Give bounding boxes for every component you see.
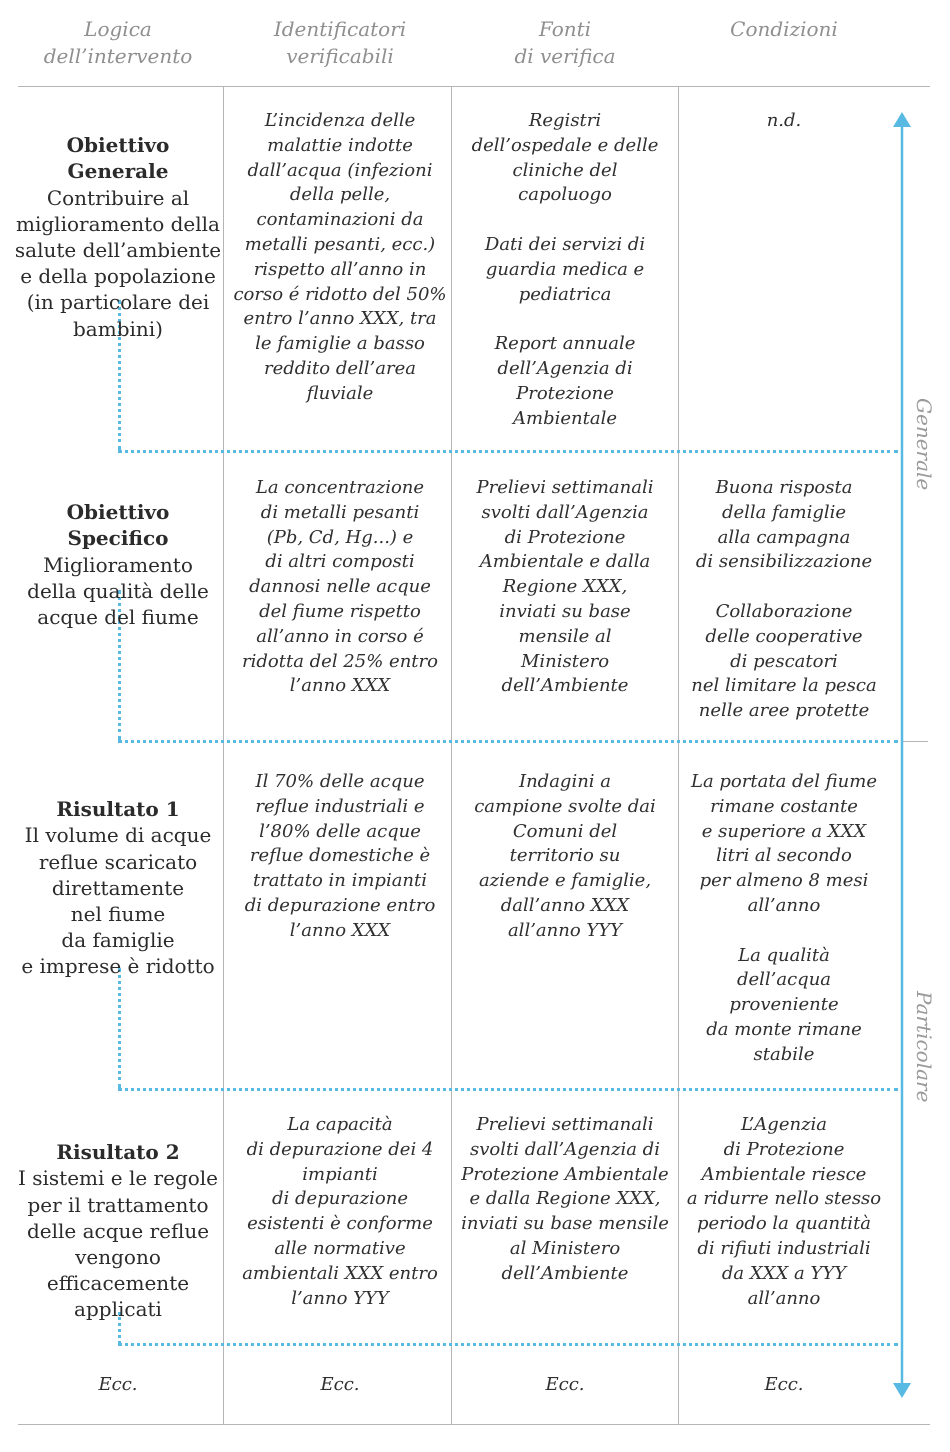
ecc-text: Ecc. (545, 1374, 585, 1395)
side-label-particolare: Particolare (912, 991, 936, 1103)
indicators-cell: L’incidenza delle malattie indotte dall’acqua (infezioni della pelle, contaminazioni da metalli pesanti, ecc.) rispetto all’anno in corso é ridotto del 50% entro l’anno XXX, tra le famiglie a basso reddito dell’area fluviale (233, 110, 447, 404)
header-rule (18, 86, 930, 87)
conditions-cell: L’Agenzia di Protezione Ambientale riesce a ridurre nello stesso periodo la quantità di rifiuti industriali da XXX a YYY all’anno (686, 1114, 882, 1309)
logic-cell (14, 473, 222, 630)
ecc-text: Ecc. (98, 1374, 138, 1395)
logic-cell (14, 106, 222, 342)
row-title: Obiettivo Specifico (66, 500, 170, 551)
row-title: Risultato 2 (56, 1140, 180, 1165)
sources-cell: Prelievi settimanali svolti dall’Agenzia di Protezione Ambientale e dalla Regione XXX, inviati su base mensile al Ministero dell’Ambiente (461, 1114, 669, 1284)
row-description: I sistemi e le regole per il trattamento delle acque reflue vengono efficacemente applicati (17, 1166, 219, 1322)
sources-cell: Registri dell’ospedale e delle cliniche del capoluogo Dati dei servizi di guardia medica e pediatrica Report annuale dell’Agenzia di Protezione Ambientale (471, 110, 659, 429)
row-separator-dotted (118, 740, 898, 743)
conditions-cell: La portata del fiume rimane costante e superiore a XXX litri al secondo per almeno 8 mesi all’anno La qualità dell’acqua proveniente da monte rimane stabile (691, 771, 877, 1065)
ecc-text: Ecc. (764, 1374, 804, 1395)
ecc-text: Ecc. (320, 1374, 360, 1395)
column-divider (451, 86, 452, 1424)
bottom-rule (18, 1424, 930, 1425)
row-description: Il volume di acque reflue scaricato direttamente nel fiume da famiglie e imprese è ridotto (21, 823, 215, 979)
sources-cell: Indagini a campione svolte dai Comuni del territorio su aziende e famiglie, dall’anno XXX all’anno YYY (474, 771, 656, 941)
indicators-cell: Il 70% delle acque reflue industriali e l’80% delle acque reflue domestiche è trattato in impianti di depurazione entro l’anno XXX (244, 771, 436, 941)
logic-cell (14, 770, 222, 980)
indicators-cell: La capacità di depurazione dei 4 impianti di depurazione esistenti è conforme alle normative ambientali XXX entro l’anno YYY (242, 1114, 438, 1309)
row-description: Miglioramento della qualità delle acque del fiume (27, 552, 209, 630)
header-sources: Fonti di verifica (514, 17, 616, 68)
conditions-cell: n.d. (766, 110, 802, 131)
conditions-cell: Buona risposta della famiglie alla campagna di sensibilizzazione Collaborazione delle cooperative di pescatori nel limitare la pesca nelle aree protette (691, 477, 877, 722)
row-separator-dotted (118, 1088, 898, 1091)
header-conditions: Condizioni (730, 17, 838, 41)
dotted-connector (118, 968, 121, 1088)
row-title: Obiettivo Generale (66, 133, 170, 184)
column-divider (223, 86, 224, 1424)
row-separator-dotted (118, 450, 898, 453)
side-label-generale: Generale (912, 398, 936, 491)
indicators-cell: La concentrazione di metalli pesanti (Pb, Cd, Hg...) e di altri composti dannosi nelle acque del fiume rispetto all’anno in corso é ridotta del 25% entro l’anno XXX (242, 477, 438, 697)
row-separator-dotted (118, 1343, 898, 1346)
sources-cell: Prelievi settimanali svolti dall’Agenzia di Protezione Ambientale e dalla Regione XXX, inviati su base mensile al Ministero dell’Ambiente (476, 477, 654, 697)
header-indicators: Identificatori verificabili (273, 17, 407, 68)
row-description: Contribuire al miglioramento della salute dell’ambiente e della popolazione (in particolare dei bambini) (14, 185, 222, 341)
header-logic: Logica dell’intervento (43, 17, 193, 68)
row-title: Risultato 1 (56, 797, 180, 822)
double-arrow-icon (890, 110, 914, 1400)
logic-cell (14, 1113, 222, 1323)
column-divider (678, 86, 679, 1424)
